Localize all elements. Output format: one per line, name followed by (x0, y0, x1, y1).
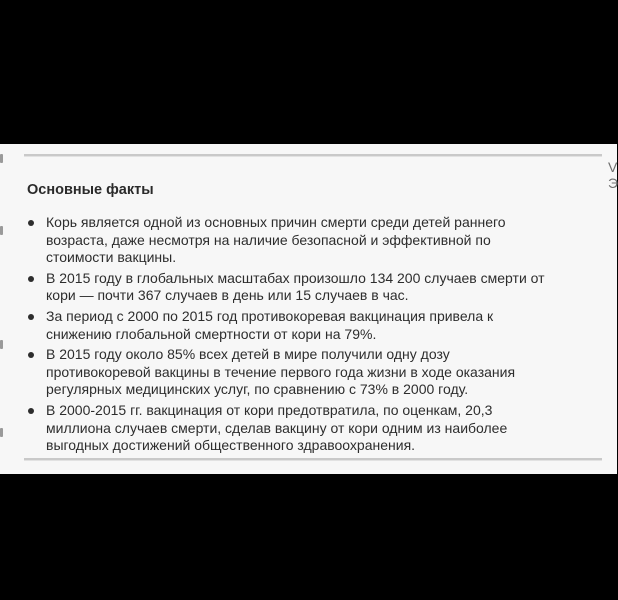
fact-line: снижению глобальной смертности от кори на 79%. (46, 325, 377, 342)
key-facts-box (24, 154, 605, 466)
fact-item-3 (24, 308, 594, 343)
fact-line: кори — почти 367 случаев в день или 15 случаев в час. (46, 287, 409, 304)
fact-line: возраста, даже несмотря на наличие безопасной и эффективной по (46, 231, 491, 248)
section-title: Основные факты (27, 182, 154, 198)
bottom-divider (24, 458, 602, 461)
fact-line: В 2000-2015 гг. вакцинация от кори предотвратила, по оценкам, 20,3 (46, 401, 493, 418)
bullet-icon (28, 314, 34, 320)
bullet-icon (28, 408, 34, 414)
fact-line: стоимости вакцины. (46, 249, 177, 266)
fact-line: миллиона случаев смерти, сделав вакцину от кори одним из наиболее (46, 419, 508, 436)
bullet-icon (28, 220, 34, 226)
left-edge-mark (0, 428, 3, 437)
fact-line: регулярных медицинских услуг, по сравнению с 73% в 2000 году. (46, 381, 469, 398)
fact-line: За период с 2000 по 2015 год противокоревая вакцинация привела к (46, 307, 494, 324)
fact-line: Корь является одной из основных причин смерти среди детей раннего (46, 214, 506, 230)
fact-item-1 (24, 214, 594, 267)
fact-item-4 (24, 346, 594, 399)
document-panel (0, 144, 617, 474)
left-edge-mark (0, 340, 3, 349)
fact-item-2 (24, 270, 594, 305)
fact-line: выгодных достижений общественного здравоохранения. (46, 437, 416, 454)
cropped-side-letter: Э (608, 175, 618, 191)
top-divider (24, 154, 602, 157)
bullet-icon (28, 276, 34, 282)
left-edge-mark (0, 226, 3, 235)
cropped-side-letter: V (608, 159, 618, 175)
fact-line: противокоревой вакцины в течение первого года жизни в ходе оказания (46, 363, 516, 380)
fact-item-5 (24, 402, 594, 455)
facts-list (24, 214, 594, 458)
fact-line: В 2015 году в глобальных масштабах произошло 134 200 случаев смерти от (46, 269, 545, 286)
fact-line: В 2015 году около 85% всех детей в мире получили одну дозу (46, 346, 450, 363)
bullet-icon (28, 352, 34, 358)
left-edge-mark (0, 154, 3, 163)
